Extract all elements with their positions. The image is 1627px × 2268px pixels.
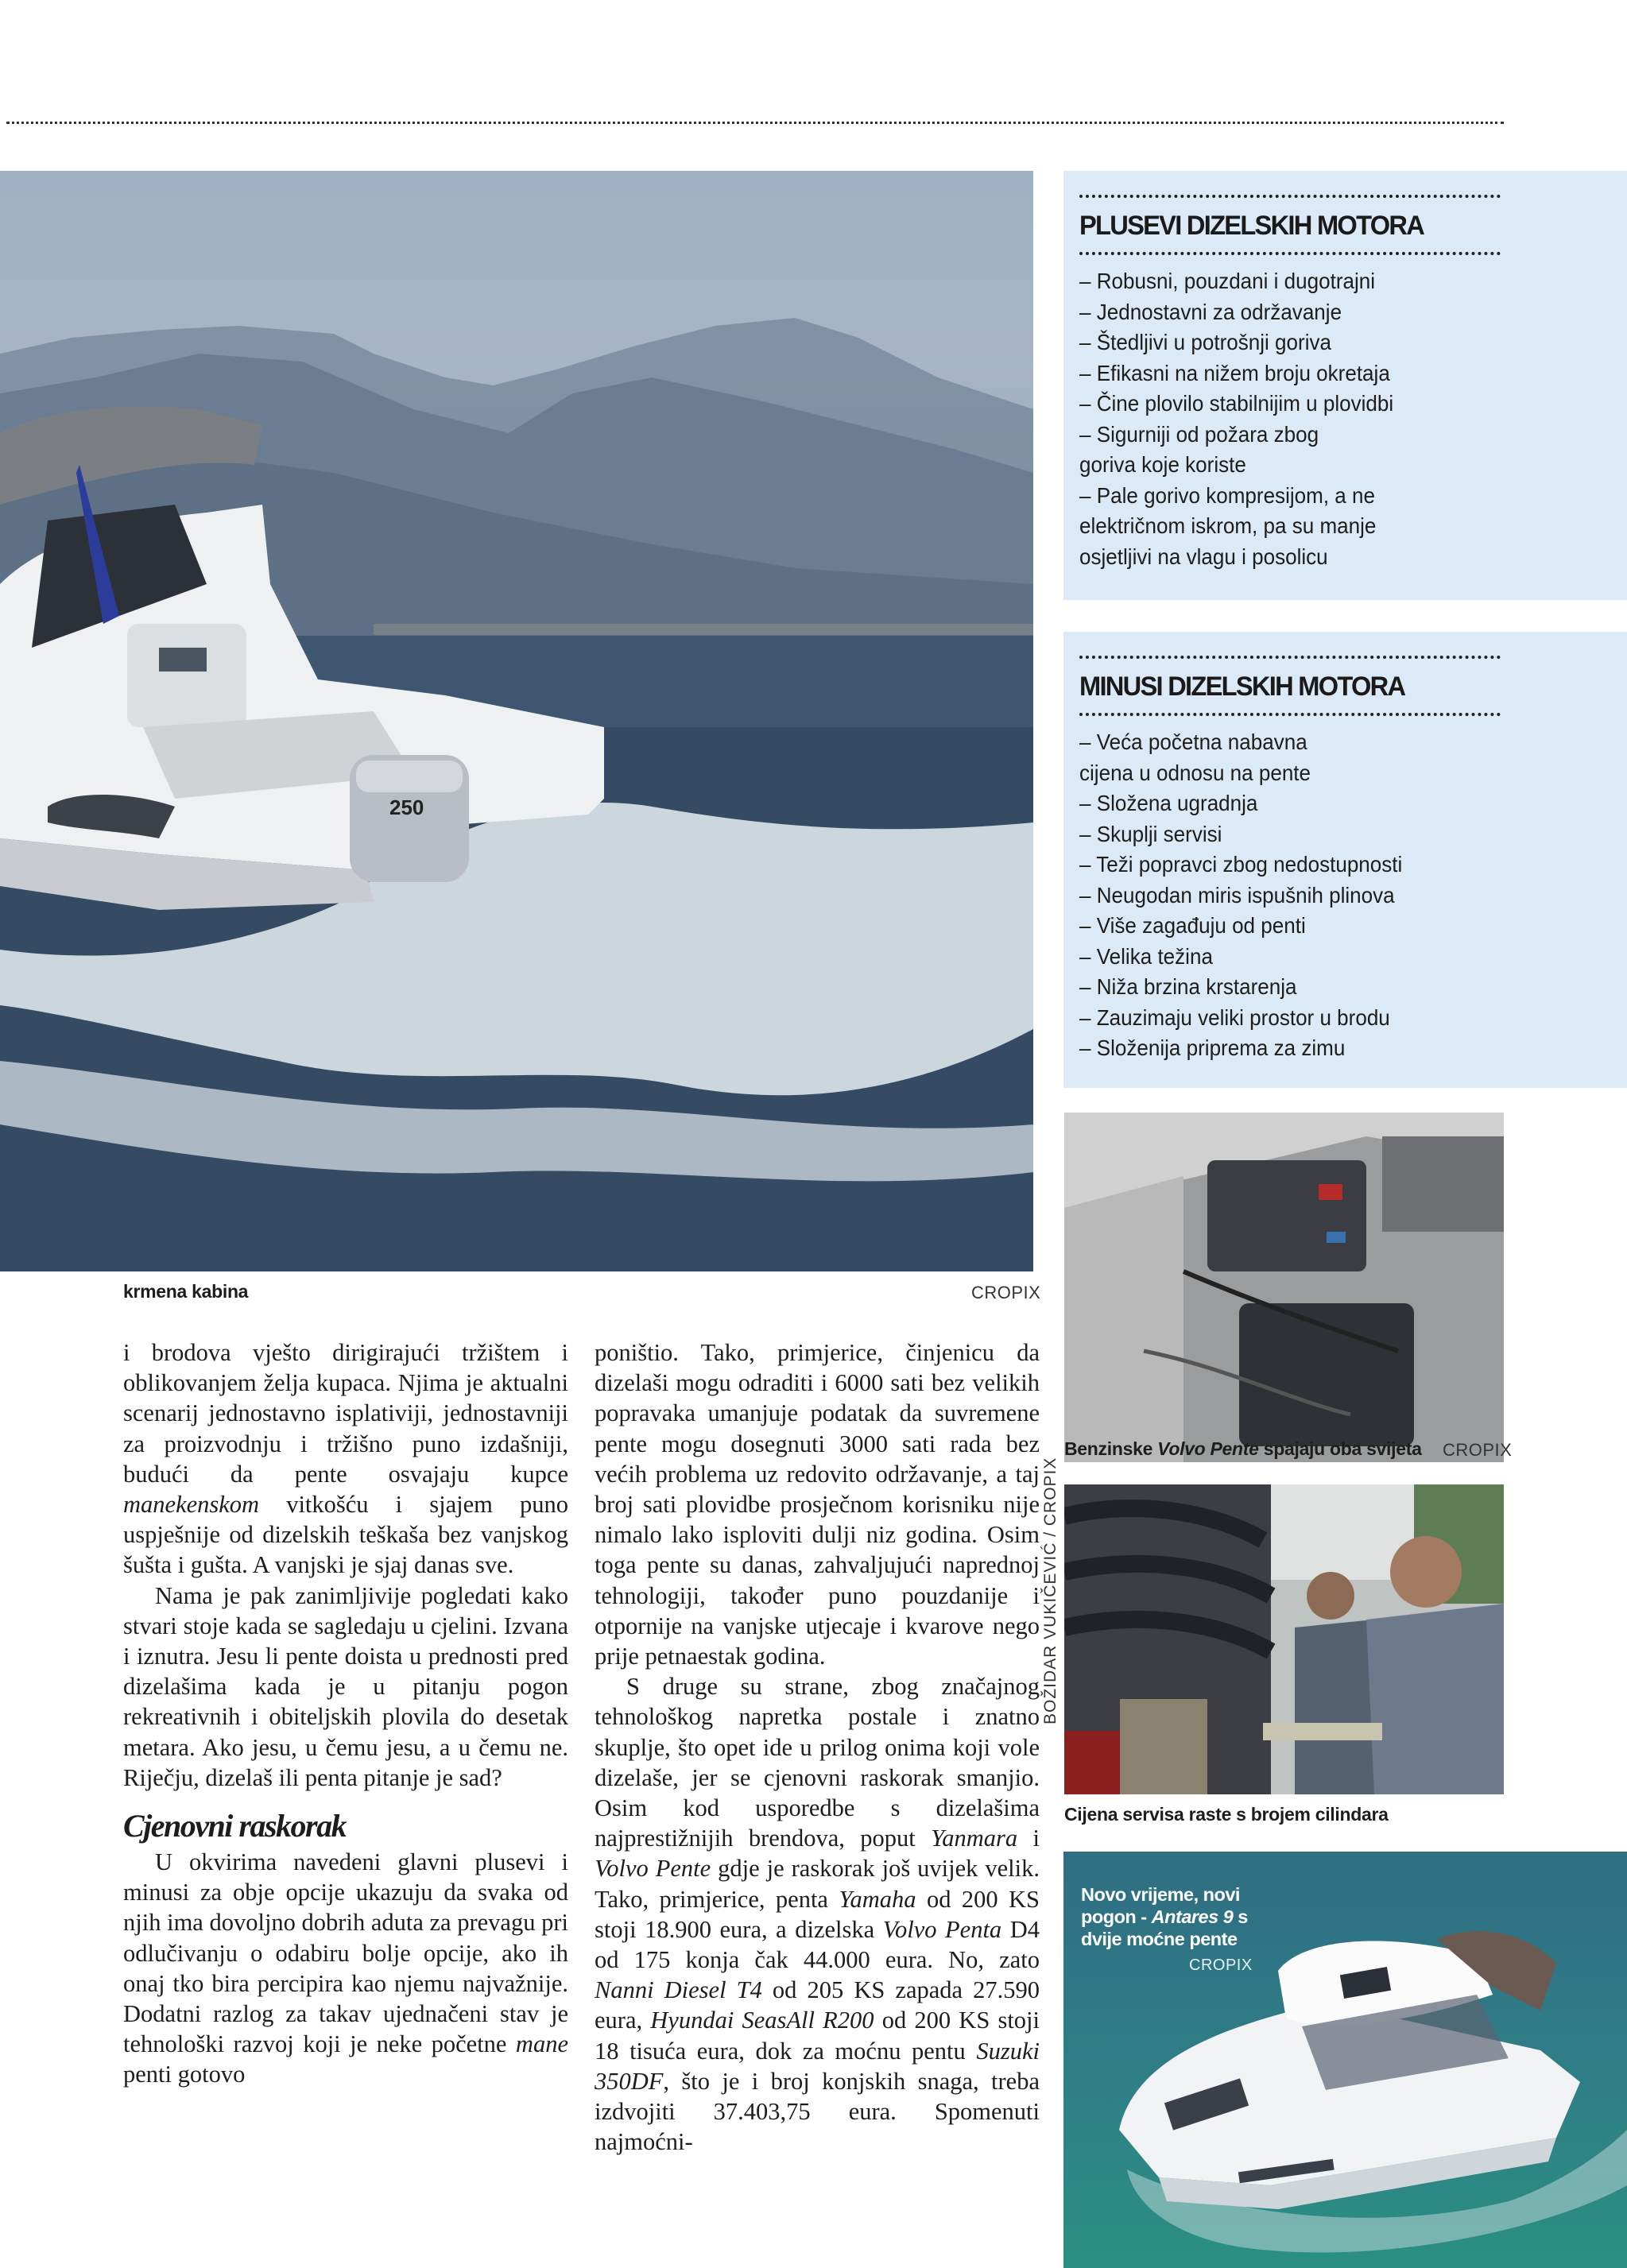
hero-caption: krmena kabina [123, 1281, 249, 1302]
antares-credit: CROPIX [1189, 1956, 1253, 1974]
mechanics-caption: Cijena servisa raste s brojem cilindara [1064, 1804, 1389, 1825]
cons-list [1079, 727, 1538, 1064]
dotted-rule [1079, 656, 1501, 659]
article-column-2 [595, 1337, 1040, 2157]
paragraph: Nama je pak zanimljivije pogledati kako stvari stoje kada se sagledaju u cjelini. Izvana i iznutra. Jesu li pente doista u prednosti pred dizelašima kada je u pitanju pogon rekreativnih i obiteljskih plovila do desetak metara. Ako jesu, u čemu jesu, a u čemu ne. Riječju, dizelaš ili penta pitanje je sad? [123, 1581, 568, 1791]
list-item: – Teži popravci zbog nedostupnosti [1079, 852, 1403, 877]
list-item: goriva koje koriste [1079, 452, 1246, 477]
paragraph: S druge su strane, zbog značajnog tehnološkog napretka postale i znatno skuplje, što opet ide u prilog onima koji vole dizelaše, jer se cjenovni raskorak smanjio. Osim kod usporedbe s dizelašima najprestižnijih brendova, poput Yanmara i Volvo Pente gdje je raskorak još uvijek velik. Tako, primjerice, penta Yamaha od 200 KS stoji 18.900 eura, a dizelska Volvo Penta D4 od 175 konja čak 44.000 eura. No, zato Nanni Diesel T4 od 205 KS zapada 27.590 eura, Hyundai SeasAll R200 od 200 KS stoji 18 tisuća eura, dok za moćnu pentu Suzuki 350DF, što je i broj konjskih snaga, treba izdvojiti 37.403,75 eura. Spomenuti najmoćni- [595, 1673, 1040, 2156]
list-item: – Veća početna nabavna [1079, 730, 1307, 754]
page-top-dotted-rule [6, 122, 1504, 124]
paragraph: i brodova vješto dirigirajući tržištem i oblikovanjem želja kupaca. Njima je aktualni scenarij jednostavno isplativiji, jednostavniji za proizvodnju i tržišno puno izdašniji, budući da pente osvajaju kupce manekenskom vitkošću i sjajem puno uspješnije od dizelskih teškaša bez vanjskog šušta i gušta. A vanjski je sjaj danas sve. [123, 1339, 568, 1579]
list-item: – Sigurniji od požara zbog [1079, 421, 1319, 447]
list-item: – Jednostavni za održavanje [1079, 299, 1342, 324]
list-item: osjetljivi na vlagu i posolicu [1079, 544, 1328, 569]
list-item: – Skuplji servisi [1079, 821, 1222, 846]
list-item: – Više zagađuju od penti [1079, 913, 1306, 938]
list-item: cijena u odnosu na pente [1079, 760, 1311, 785]
paragraph: poništio. Tako, primjerice, činjenicu da dizelaši mogu odraditi i 6000 sati bez velikih popravaka umanjuje podatak da suvremene pente mogu dosegnuti 3000 sati rada bez većih problema uz redovito održavanje, a taj broj sati plovidbe prosječnom korisniku nije nimalo lako isploviti dulji niz godina. Osim toga pente su danas, zahvaljujući naprednoj tehnologiji, također puno pouzdanije i otpornije na vanjske utjecaje i kvarove nego prije petnaestak godina. [595, 1339, 1040, 1670]
list-item: – Složena ugradnja [1079, 791, 1258, 815]
list-item: – Pale gorivo kompresijom, a ne [1079, 482, 1375, 508]
list-item: – Zauzimaju veliki prostor u brodu [1079, 1004, 1390, 1030]
list-item: električnom iskrom, pa su manje [1079, 513, 1377, 538]
engine-bay-credit: CROPIX [1443, 1440, 1513, 1460]
cons-box [1063, 632, 1627, 1088]
list-item: – Štedljivi u potrošnji goriva [1079, 330, 1331, 354]
dotted-rule [1079, 713, 1501, 716]
list-item: – Robusni, pouzdani i dugotrajni [1079, 269, 1376, 293]
boat-illustration [0, 171, 1033, 1271]
engine-bay-photo [1064, 1113, 1504, 1462]
mechanics-photo [1064, 1484, 1504, 1794]
pros-list [1079, 266, 1538, 572]
pros-title: PLUSEVI DIZELSKIH MOTORA [1079, 211, 1424, 241]
cons-title: MINUSI DIZELSKIH MOTORA [1079, 671, 1405, 702]
list-item: – Složenija priprema za zimu [1079, 1035, 1346, 1060]
antares-caption: Novo vrijeme, novi pogon - Antares 9 s dvije moćne pente [1081, 1884, 1248, 1949]
engine-hp-label: 250 [389, 795, 424, 819]
engine-bay-caption: Benzinske Volvo Pente spajaju oba svijeta [1064, 1438, 1422, 1459]
hero-photo-credit: CROPIX [971, 1283, 1041, 1302]
mechanics-photo-vertical-credit: BOŽIDAR VUKIČEVIĆ / CROPIX [1041, 1457, 1059, 1724]
hero-photo-boat [0, 171, 1033, 1271]
paragraph: U okvirima navedeni glavni plusevi i minusi za obje opcije ukazuju da svaka od njih ima dovoljno dobrih aduta za prevagu pri odlučivanju o odabiru bolje opcije, ako ih onaj tko bira percipira kao njemu najvažnije. Dodatni razlog za takav ujednačeni stav je tehnološki razvoj koji je neke početne mane penti gotovo [123, 1848, 568, 2088]
dotted-rule [1079, 252, 1501, 255]
pros-box [1063, 171, 1627, 600]
list-item: – Velika težina [1079, 943, 1213, 969]
list-item: – Niža brzina krstarenja [1079, 974, 1297, 999]
article-column-1 [123, 1337, 568, 2090]
subheading: Cjenovni raskorak [123, 1808, 347, 1844]
dotted-rule [1079, 195, 1501, 198]
list-item: – Efikasni na nižem broju okretaja [1079, 360, 1390, 385]
list-item: – Neugodan miris ispušnih plinova [1079, 882, 1395, 908]
list-item: – Čine plovilo stabilnijim u plovidbi [1079, 391, 1394, 416]
